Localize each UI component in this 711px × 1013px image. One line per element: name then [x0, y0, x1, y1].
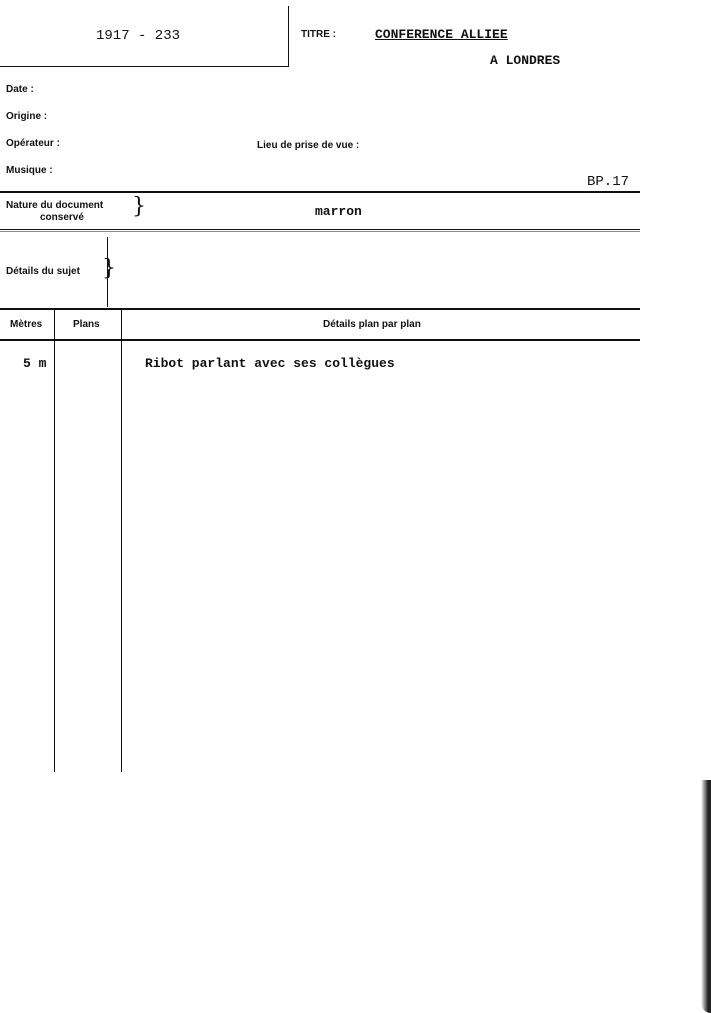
header-box-bottom — [0, 66, 289, 67]
col-sep-1 — [54, 310, 55, 772]
document-code: BP.17 — [587, 174, 630, 190]
origine-label: Origine : — [6, 111, 48, 122]
col-header-metres: Mètres — [10, 319, 43, 330]
titre-label: TITRE : — [301, 29, 336, 40]
nature-brace: } — [132, 194, 146, 219]
rule-1 — [0, 191, 640, 193]
nature-label-line1: Nature du document — [6, 200, 104, 211]
titre-line1 — [375, 27, 508, 42]
table-header-rule — [0, 339, 640, 341]
musique-label: Musique : — [6, 165, 53, 176]
reference-number: 1917 - 233 — [96, 28, 181, 44]
page-edge-shadow — [701, 780, 711, 1013]
titre-line1-text: CONFERENCE ALLIEE — [375, 27, 508, 42]
nature-value: marron — [315, 204, 362, 219]
operateur-label: Opérateur : — [6, 138, 60, 149]
header-box-divider — [288, 6, 289, 67]
table-row-details: Ribot parlant avec ses collègues — [145, 356, 395, 371]
sujet-brace: } — [102, 256, 116, 281]
col-header-details: Détails plan par plan — [323, 319, 421, 330]
nature-label-line2: conservé — [40, 212, 84, 223]
col-header-plans: Plans — [73, 319, 100, 330]
date-label: Date : — [6, 84, 34, 95]
rule-3 — [0, 308, 640, 310]
rule-2 — [0, 229, 640, 230]
lieu-label: Lieu de prise de vue : — [257, 140, 360, 151]
titre-line2: A LONDRES — [490, 53, 561, 68]
col-sep-2 — [121, 310, 122, 772]
rule-2-shadow — [0, 231, 640, 232]
details-sujet-label: Détails du sujet — [6, 266, 80, 277]
table-row-metres: 5 m — [23, 356, 47, 371]
